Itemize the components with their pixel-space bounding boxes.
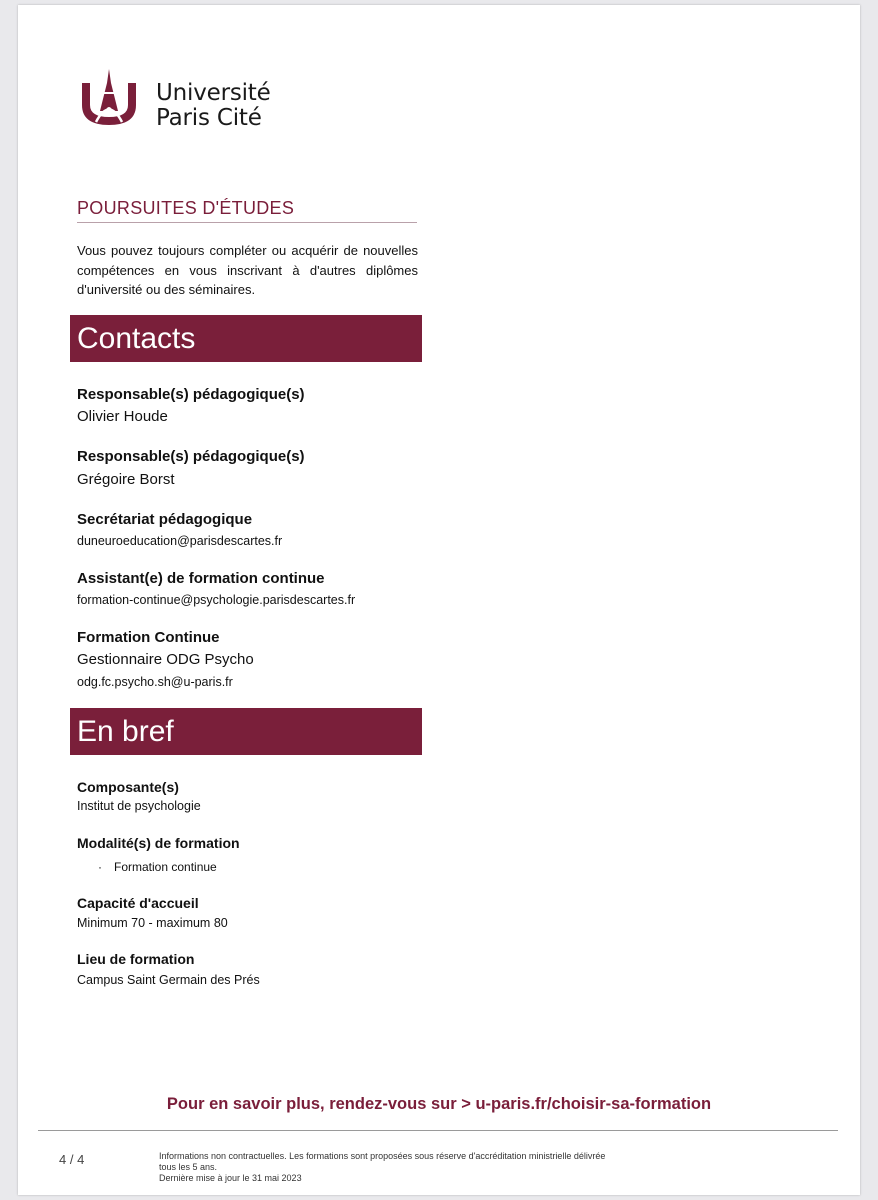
- resp1-value: Olivier Houde: [77, 408, 168, 425]
- secretariat-email[interactable]: duneuroeducation@parisdescartes.fr: [77, 534, 283, 548]
- formation-continue-label: Formation Continue: [77, 629, 220, 646]
- document-page: [18, 5, 860, 1195]
- contacts-banner: Contacts: [70, 315, 422, 362]
- poursuites-body: Vous pouvez toujours compléter ou acquérir de nouvelles compétences en vous inscrivant à d'autres diplômes d'université ou des séminaires.: [77, 243, 418, 297]
- capacite-label: Capacité d'accueil: [77, 895, 199, 911]
- footer-disclaimer: [159, 1151, 679, 1184]
- disclaimer-line1: Informations non contractuelles. Les formations sont proposées sous réserve d'accréditation ministrielle délivrée: [159, 1151, 606, 1161]
- more-info-link[interactable]: Pour en savoir plus, rendez-vous sur > u-paris.fr/choisir-sa-formation: [166, 1095, 712, 1113]
- university-logo: [78, 67, 308, 137]
- composante-value: Institut de psychologie: [77, 799, 201, 813]
- modalite-item-text: Formation continue: [114, 860, 217, 874]
- capacite-value: Minimum 70 - maximum 80: [77, 916, 228, 930]
- eiffel-tower-u-logo-icon: [78, 67, 140, 129]
- formation-continue-name: Gestionnaire ODG Psycho: [77, 651, 254, 668]
- lieu-label: Lieu de formation: [77, 951, 195, 967]
- disclaimer-line2: tous les 5 ans.: [159, 1162, 218, 1172]
- logo-text-line1: Université: [156, 80, 271, 106]
- lieu-value: Campus Saint Germain des Prés: [77, 973, 260, 987]
- disclaimer-line3: Dernière mise à jour le 31 mai 2023: [159, 1173, 302, 1183]
- footer-divider: [38, 1130, 838, 1131]
- poursuites-heading: POURSUITES D'ÉTUDES: [77, 198, 417, 223]
- resp2-value: Grégoire Borst: [77, 471, 175, 488]
- assistant-email[interactable]: formation-continue@psychologie.parisdescartes.fr: [77, 593, 356, 607]
- modalite-list-item: [98, 860, 217, 874]
- formation-continue-email[interactable]: odg.fc.psycho.sh@u-paris.fr: [77, 675, 233, 689]
- bullet-dot-icon: ·: [98, 860, 102, 874]
- secretariat-label: Secrétariat pédagogique: [77, 511, 253, 528]
- composante-label: Composante(s): [77, 779, 179, 795]
- modalite-label: Modalité(s) de formation: [77, 835, 240, 851]
- en-bref-banner: En bref: [70, 708, 422, 755]
- assistant-label: Assistant(e) de formation continue: [77, 570, 325, 587]
- resp2-label: Responsable(s) pédagogique(s): [77, 448, 305, 465]
- page-number: 4 / 4: [59, 1152, 85, 1167]
- resp1-label: Responsable(s) pédagogique(s): [77, 386, 305, 403]
- logo-text-line2: Paris Cité: [156, 105, 262, 131]
